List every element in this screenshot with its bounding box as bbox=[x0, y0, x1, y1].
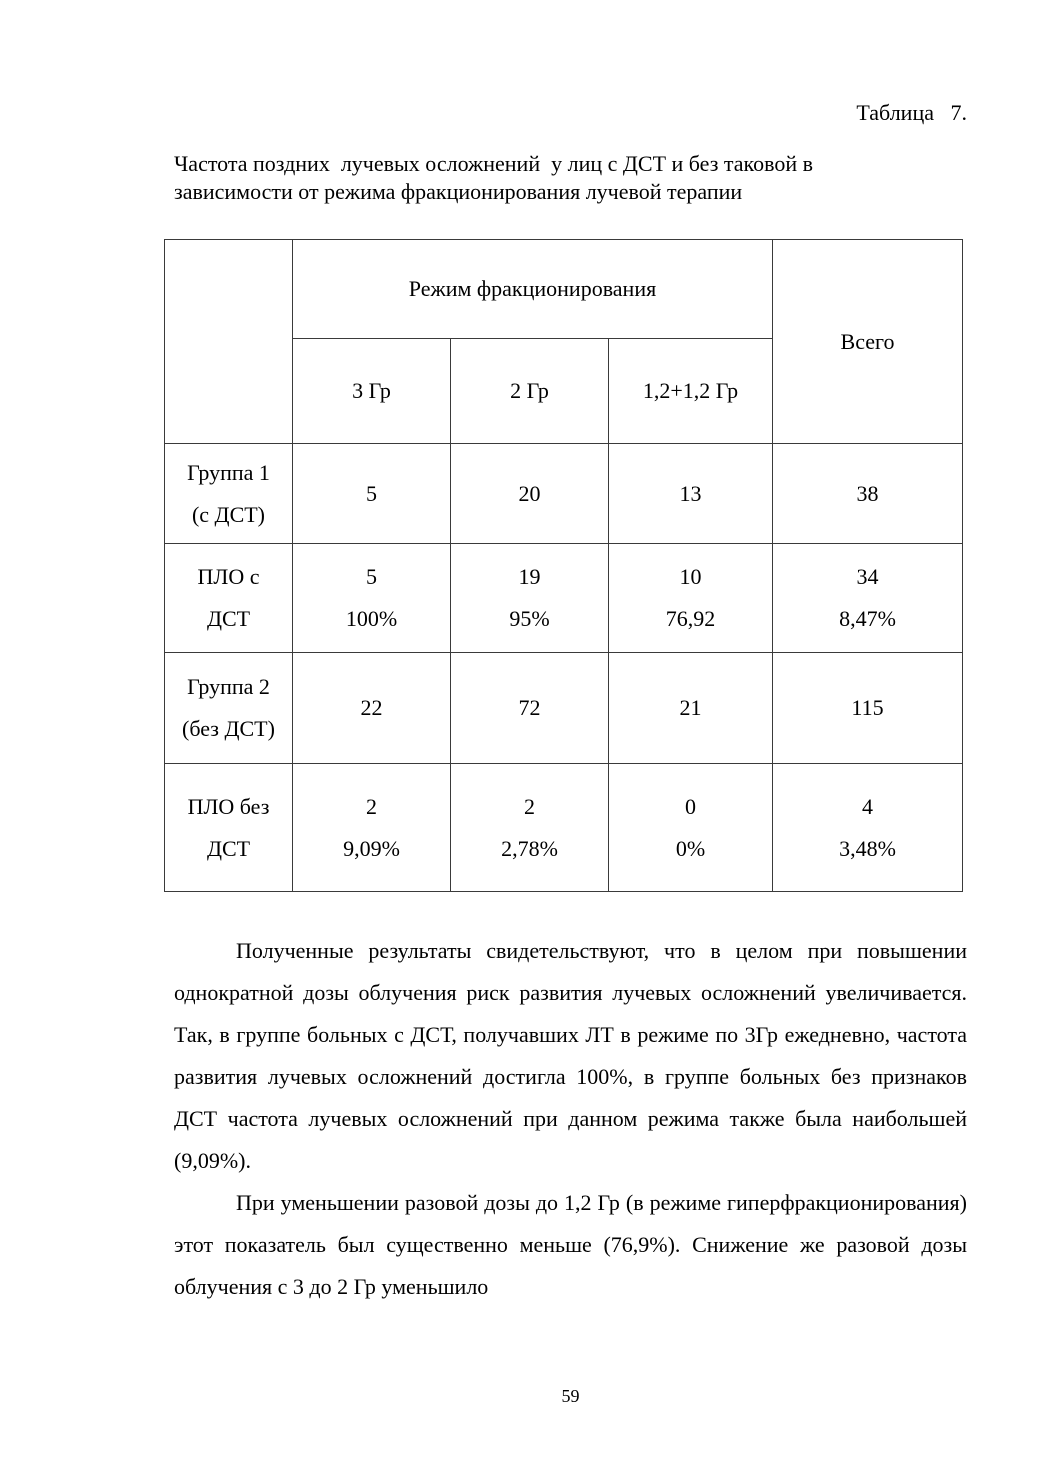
row-label-line: (с ДСТ) bbox=[191, 501, 266, 527]
cell-count: 2 bbox=[524, 793, 535, 819]
column-header: 1,2+1,2 Гр bbox=[609, 339, 773, 444]
cell-percent: 0% bbox=[675, 835, 706, 861]
table-row bbox=[165, 764, 963, 892]
cell-count: 22 bbox=[360, 695, 383, 720]
cell-percent: 95% bbox=[509, 606, 550, 631]
cell-count: 13 bbox=[679, 480, 702, 506]
cell-count: 4 bbox=[862, 793, 873, 819]
cell-count: 115 bbox=[851, 695, 884, 720]
body-text bbox=[174, 930, 967, 1308]
cell-count: 5 bbox=[366, 480, 377, 506]
cell-count: 10 bbox=[679, 564, 702, 589]
table-cell bbox=[293, 444, 451, 544]
table-row bbox=[165, 444, 963, 544]
cell-count: 21 bbox=[679, 695, 702, 720]
paragraph: При уменьшении разовой дозы до 1,2 Гр (в режиме гиперфракционирования) этот показатель был существенно меньше (76,9%). Снижение же разовой дозы облучения с 3 до 2 Гр уменьшило bbox=[174, 1190, 967, 1299]
cell-count: 34 bbox=[856, 564, 879, 589]
row-label-line: Группа 1 bbox=[187, 459, 270, 485]
row-label bbox=[165, 544, 293, 653]
cell-count: 72 bbox=[518, 695, 541, 720]
table-cell bbox=[773, 444, 963, 544]
table-cell bbox=[609, 653, 773, 764]
table-cell bbox=[773, 653, 963, 764]
table-cell bbox=[293, 544, 451, 653]
table-cell bbox=[293, 764, 451, 892]
table-cell bbox=[609, 544, 773, 653]
row-label bbox=[165, 444, 293, 544]
table-cell bbox=[293, 653, 451, 764]
row-label bbox=[165, 764, 293, 892]
row-label bbox=[165, 653, 293, 764]
corner-empty-cell bbox=[165, 240, 293, 444]
table-cell bbox=[451, 764, 609, 892]
table-cell bbox=[609, 444, 773, 544]
paragraph: Полученные результаты свидетельствуют, что в целом при повышении однократной дозы облучения риск развития лучевых осложнений увеличивается. Так, в группе больных с ДСТ, получавших ЛТ в режиме по 3Гр ежедневно, частота развития лучевых осложнений достигла 100%, в группе больных без признаков ДСТ частота лучевых осложнений при данном режима также была наибольшей (9,09%). bbox=[174, 938, 967, 1173]
cell-count: 19 bbox=[518, 564, 541, 589]
table-row bbox=[165, 653, 963, 764]
row-label-line: ДСТ bbox=[206, 835, 251, 861]
table-cell bbox=[451, 444, 609, 544]
table-caption bbox=[174, 150, 954, 206]
table-cell bbox=[451, 653, 609, 764]
row-label-line: Группа 2 bbox=[187, 674, 270, 699]
row-label-line: (без ДСТ) bbox=[182, 716, 275, 741]
caption-line-1: Частота поздних лучевых осложнений у лиц с ДСТ и без таковой в bbox=[174, 151, 814, 176]
total-header: Всего bbox=[773, 240, 963, 444]
cell-percent: 8,47% bbox=[839, 606, 896, 631]
cell-count: 2 bbox=[366, 793, 377, 819]
cell-count: 5 bbox=[366, 564, 377, 589]
cell-count: 0 bbox=[685, 793, 696, 819]
table-cell bbox=[773, 764, 963, 892]
cell-count: 38 bbox=[856, 480, 879, 506]
table-cell bbox=[609, 764, 773, 892]
column-header: 3 Гр bbox=[293, 339, 451, 444]
column-header: 2 Гр bbox=[451, 339, 609, 444]
page-number: 59 bbox=[561, 1386, 580, 1406]
table-row bbox=[165, 544, 963, 653]
table-cell bbox=[451, 544, 609, 653]
cell-percent: 3,48% bbox=[839, 835, 896, 861]
complications-table bbox=[164, 239, 963, 892]
row-label-line: ПЛО с bbox=[197, 564, 260, 589]
row-label-line: ДСТ bbox=[206, 606, 251, 631]
caption-line-2: зависимости от режима фракционирования лучевой терапии bbox=[174, 179, 743, 204]
cell-percent: 9,09% bbox=[343, 835, 400, 861]
table-number-label: Таблица 7. bbox=[856, 100, 967, 125]
row-label-line: ПЛО без bbox=[187, 793, 270, 819]
cell-percent: 100% bbox=[345, 606, 398, 631]
cell-percent: 76,92 bbox=[665, 606, 716, 631]
fractionation-mode-header: Режим фракционирования bbox=[293, 240, 773, 339]
table-cell bbox=[773, 544, 963, 653]
cell-percent: 2,78% bbox=[501, 835, 558, 861]
cell-count: 20 bbox=[518, 480, 541, 506]
table-header-row bbox=[165, 240, 963, 339]
